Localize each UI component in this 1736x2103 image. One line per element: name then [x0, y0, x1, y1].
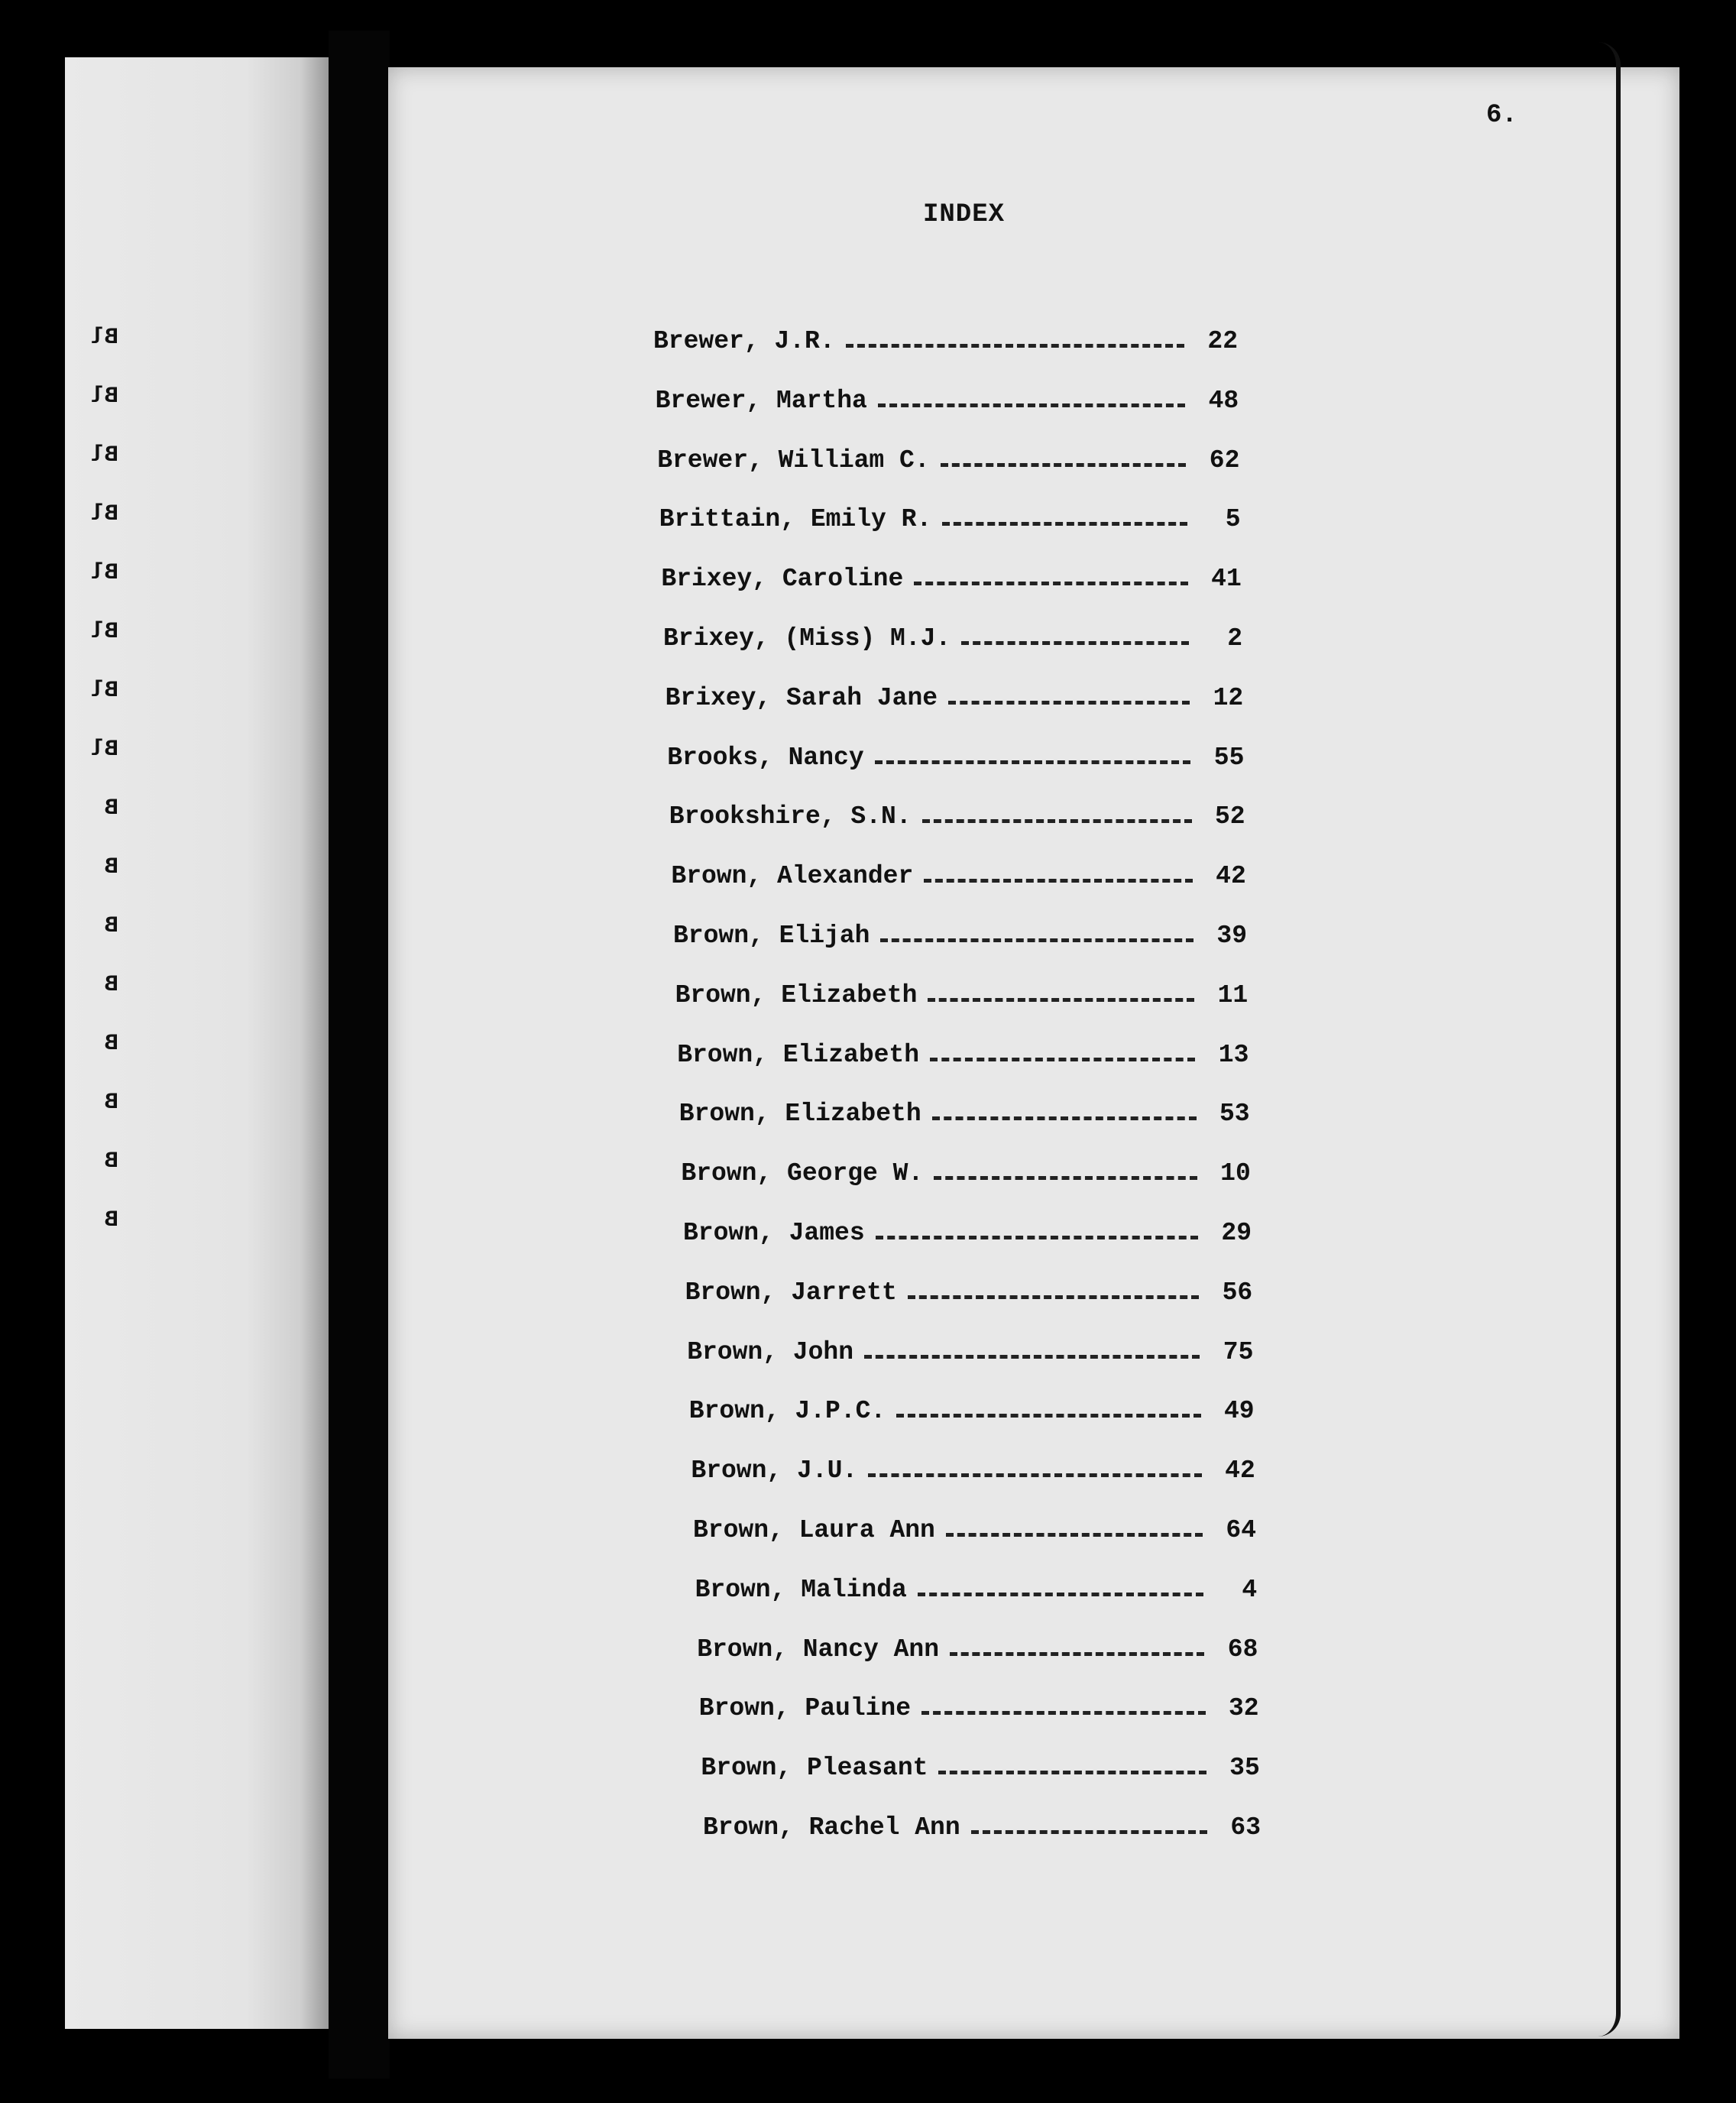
index-entry [656, 387, 1239, 422]
entry-name: Brittain, Emily R. [659, 505, 932, 534]
entry-name: Brooks, Nancy [667, 743, 864, 772]
page-number: 6. [1486, 101, 1517, 130]
entry-name: Brown, Rachel Ann [703, 1813, 960, 1842]
entry-name: Brixey, Caroline [661, 565, 904, 594]
left-page-fragment: B [104, 913, 118, 939]
dot-leader [932, 1116, 1197, 1120]
entry-name: Brewer, William C. [657, 446, 930, 475]
dot-leader [880, 938, 1194, 942]
entry-name: Brown, Pleasant [701, 1754, 928, 1783]
dot-leader [876, 1236, 1198, 1239]
entry-page-number: 39 [1216, 922, 1247, 950]
index-entry [693, 1516, 1256, 1551]
entry-name: Brixey, Sarah Jane [665, 683, 938, 712]
left-page-fragment: Bl [90, 737, 118, 763]
dot-leader [930, 1058, 1195, 1061]
dot-leader [875, 760, 1191, 764]
page-title: INDEX [923, 200, 1006, 229]
left-page-fragment: Bl [90, 619, 118, 645]
dot-leader [961, 641, 1189, 645]
dot-leader [924, 879, 1193, 883]
left-page-fragment: Bl [90, 384, 118, 410]
entry-name: Brown, Pauline [698, 1694, 912, 1723]
entry-name: Brewer, J.R. [653, 327, 835, 355]
dot-leader [908, 1295, 1199, 1299]
dot-leader [878, 403, 1185, 407]
entry-page-number: 29 [1221, 1219, 1252, 1247]
dot-leader [896, 1414, 1200, 1418]
dot-leader [941, 463, 1187, 467]
left-page-fragment: B [104, 1149, 118, 1175]
dot-leader [950, 1652, 1204, 1656]
dot-leader [928, 998, 1194, 1002]
entry-page-number: 56 [1222, 1278, 1253, 1307]
entry-page-number: 42 [1216, 862, 1246, 891]
entry-page-number: 2 [1227, 624, 1242, 653]
entry-page-number: 52 [1214, 802, 1245, 831]
entry-name: Brown, Elijah [673, 922, 870, 950]
entry-page-number: 10 [1220, 1159, 1251, 1188]
index-entry [687, 1338, 1253, 1373]
entry-name: Brown, James [683, 1219, 865, 1247]
index-entry [675, 981, 1249, 1016]
left-page-fragment: B [104, 1207, 118, 1233]
dot-leader [918, 1593, 1203, 1596]
entry-page-number: 64 [1226, 1516, 1256, 1544]
entry-page-number: 41 [1211, 565, 1242, 594]
entry-name: Brewer, Martha [655, 386, 867, 415]
index-entry [689, 1397, 1255, 1432]
entry-name: Brown, Jarrett [685, 1278, 897, 1307]
entry-page-number: 22 [1207, 327, 1238, 355]
index-entry [661, 565, 1241, 600]
index-entry [663, 624, 1242, 659]
entry-name: Brown, J.P.C. [688, 1397, 886, 1426]
entry-name: Brown, John [687, 1337, 854, 1366]
left-page-fragment: B [104, 1090, 118, 1116]
index-entry [673, 922, 1247, 957]
index-entry [691, 1457, 1255, 1492]
entry-name: Brookshire, S.N. [669, 802, 912, 831]
index-entry [681, 1159, 1250, 1194]
entry-name: Brown, J.U. [691, 1457, 858, 1486]
index-entry [679, 1100, 1250, 1135]
entry-page-number: 13 [1218, 1040, 1249, 1069]
index-entry [667, 744, 1244, 779]
entry-page-number: 62 [1209, 446, 1240, 475]
dot-leader [971, 1830, 1207, 1834]
left-page-fragment: Bl [90, 325, 118, 351]
entry-name: Brown, Elizabeth [679, 1100, 921, 1129]
entry-name: Brown, George W. [681, 1159, 924, 1188]
dot-leader [946, 1533, 1203, 1537]
entry-name: Brixey, (Miss) M.J. [663, 624, 951, 653]
entry-page-number: 63 [1230, 1813, 1261, 1842]
left-page-fragment: B [104, 1031, 118, 1057]
index-entry [685, 1278, 1253, 1314]
entry-page-number: 53 [1219, 1100, 1250, 1129]
entry-page-number: 75 [1223, 1337, 1254, 1366]
index-entry [695, 1576, 1258, 1611]
entry-page-number: 49 [1223, 1397, 1255, 1426]
index-entry [699, 1694, 1259, 1729]
dot-leader [914, 582, 1188, 585]
left-page-fragment: Bl [90, 442, 118, 468]
entry-page-number: 35 [1229, 1754, 1260, 1783]
index-entry [669, 802, 1245, 838]
entry-page-number: 12 [1213, 683, 1244, 712]
left-page-fragment: Bl [90, 560, 118, 586]
left-page-fragment: Bl [90, 501, 118, 527]
entry-page-number: 4 [1242, 1575, 1258, 1604]
dot-leader [846, 344, 1184, 348]
entry-page-number: 68 [1227, 1635, 1258, 1664]
dot-leader [948, 701, 1190, 705]
left-page-fragment: B [104, 854, 118, 880]
entry-page-number: 42 [1225, 1457, 1255, 1486]
index-entry [671, 862, 1245, 897]
entry-name: Brown, Nancy Ann [697, 1635, 940, 1664]
entry-name: Brown, Elizabeth [675, 980, 918, 1009]
dot-leader [864, 1355, 1200, 1359]
dot-leader [921, 1711, 1206, 1715]
index-entry [666, 684, 1244, 719]
left-page-fragment: B [104, 972, 118, 998]
index-entry [701, 1754, 1259, 1789]
index-entry [657, 446, 1239, 481]
dot-leader [942, 522, 1187, 526]
index-entry [703, 1813, 1261, 1849]
entry-name: Brown, Elizabeth [677, 1040, 920, 1069]
entry-name: Brown, Laura Ann [693, 1516, 935, 1544]
index-entry [697, 1635, 1258, 1670]
entry-page-number: 32 [1228, 1694, 1259, 1723]
entry-page-number: 55 [1213, 743, 1245, 772]
index-entry [677, 1041, 1249, 1076]
left-page-fragment: Bl [90, 678, 118, 704]
dot-leader [922, 819, 1192, 823]
entry-name: Brown, Malinda [695, 1575, 907, 1604]
index-entry [653, 327, 1238, 362]
entry-name: Brown, Alexander [671, 862, 914, 891]
entry-page-number: 11 [1217, 980, 1249, 1009]
index-entry [683, 1219, 1252, 1254]
dot-leader [868, 1473, 1202, 1477]
entry-page-number: 5 [1225, 505, 1241, 534]
left-page-fragment: B [104, 796, 118, 821]
index-entry [659, 505, 1241, 540]
dot-leader [938, 1771, 1206, 1774]
dot-leader [934, 1176, 1197, 1180]
entry-page-number: 48 [1208, 386, 1239, 415]
